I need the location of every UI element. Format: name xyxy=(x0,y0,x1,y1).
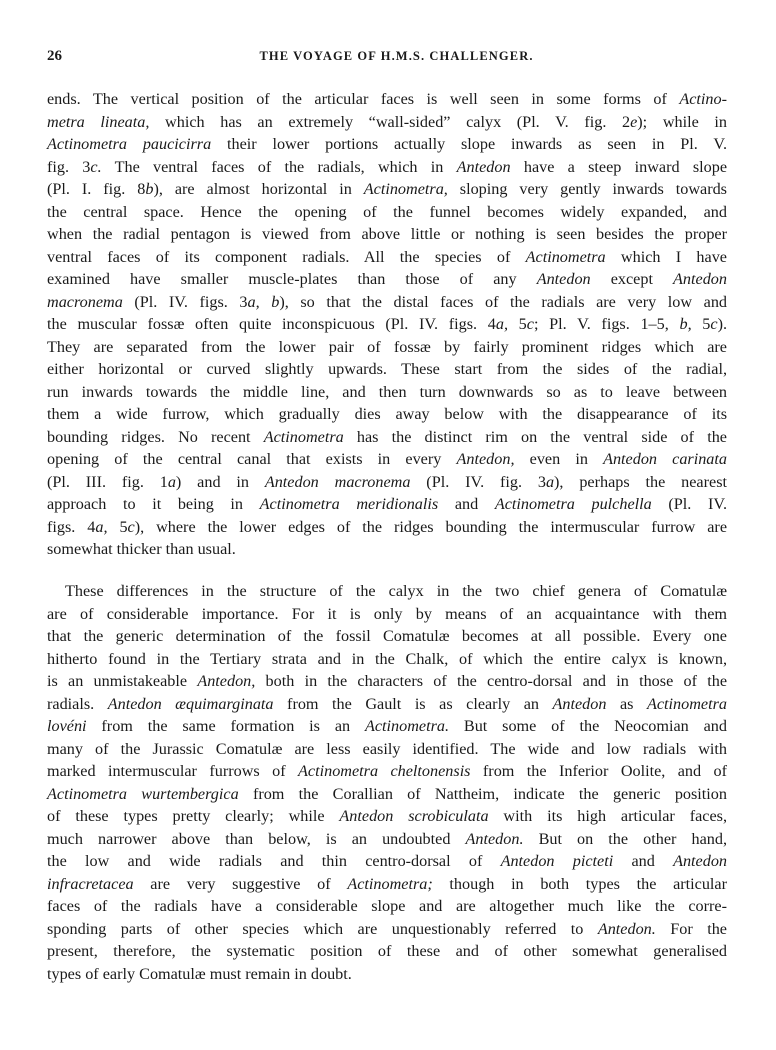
text-run: (Pl. IV. xyxy=(651,495,727,513)
text-line xyxy=(47,603,727,626)
italic-run: lovéni xyxy=(47,717,87,735)
text-line xyxy=(47,88,727,111)
text-run: 5 xyxy=(691,315,711,333)
italic-run: Actinometra paucicirra xyxy=(47,135,212,153)
italic-run: Antedon scrobiculata xyxy=(339,807,489,825)
text-run: approach to it being in xyxy=(47,495,260,513)
text-run: have a steep inward slope xyxy=(510,157,728,176)
text-line xyxy=(47,268,727,291)
italic-run: Actinometra xyxy=(525,247,606,266)
text-line xyxy=(47,715,727,738)
text-run: and xyxy=(613,852,674,870)
italic-run: c xyxy=(526,315,534,333)
italic-run: a, b xyxy=(247,292,280,311)
text-run: of these types pretty clearly; while xyxy=(47,807,340,825)
text-line xyxy=(47,336,727,359)
italic-run: Actino- xyxy=(679,90,727,108)
italic-run: a, xyxy=(95,517,108,536)
text-run: examined have smaller muscle-plates than those of any xyxy=(47,270,537,288)
text-line xyxy=(47,223,727,246)
text-run: For the xyxy=(655,919,727,938)
italic-run: a xyxy=(545,472,555,491)
text-run: These differences in the structure of the calyx in the two chief genera of Comatulæ xyxy=(65,582,727,600)
text-run: ); while in xyxy=(637,112,727,131)
text-run: (Pl. IV. fig. 3 xyxy=(410,472,546,491)
text-run: sponding parts of other species which are unquestionably referred to xyxy=(47,919,598,938)
italic-run: Antedon macronema xyxy=(264,472,411,491)
text-line xyxy=(47,381,727,404)
text-line xyxy=(47,111,727,134)
text-line xyxy=(47,448,727,471)
text-line xyxy=(47,580,727,603)
running-title: THE VOYAGE OF H.M.S. CHALLENGER. xyxy=(259,49,534,63)
text-run: run inwards towards the middle line, and then turn downwards so as to leave between xyxy=(47,382,727,401)
italic-run: Actinometra xyxy=(263,427,344,446)
italic-run: Antedon carinata xyxy=(603,450,727,468)
italic-run: Actinometra. xyxy=(364,717,450,735)
text-run: present, therefore, the systematic position of these and of other somewhat generalised xyxy=(47,942,727,960)
text-run: somewhat thicker than usual. xyxy=(47,540,236,558)
text-line xyxy=(47,693,727,716)
text-line xyxy=(47,648,727,671)
text-line xyxy=(47,246,727,269)
italic-run: Antedon picteti xyxy=(500,852,614,870)
italic-run: metra lineata, xyxy=(47,112,150,131)
text-line xyxy=(47,963,727,986)
text-run: as xyxy=(606,694,647,713)
text-run: They are separated from the lower pair of fossæ by fairly prominent ridges which are xyxy=(47,337,727,356)
text-run: and xyxy=(438,495,495,513)
text-run: marked intermuscular furrows of xyxy=(47,762,299,780)
text-run: which has an extremely “wall-sided” calyx (Pl. V. fig. 2 xyxy=(149,112,631,131)
text-run: (Pl. I. fig. 8 xyxy=(47,180,146,198)
text-run: radials. xyxy=(47,694,108,713)
text-line xyxy=(47,493,727,516)
text-line xyxy=(47,313,727,336)
text-run: ) and in xyxy=(175,472,265,491)
text-run: except xyxy=(590,270,674,288)
italic-run: Antedon xyxy=(552,694,607,713)
text-run: either horizontal or curved slightly upwards. These start from the sides of the radial, xyxy=(47,360,727,378)
italic-run: Actinometra cheltonensis xyxy=(298,762,471,780)
italic-run: c xyxy=(127,517,135,536)
text-run: their lower portions actually slope inwards as seen in Pl. V. xyxy=(211,135,727,153)
italic-run: Antedon xyxy=(456,157,511,176)
text-line xyxy=(47,873,727,896)
text-line xyxy=(47,426,727,449)
italic-run: Antedon xyxy=(536,270,591,288)
italic-run: b, xyxy=(679,315,692,333)
italic-run: Antedon, xyxy=(197,672,256,690)
text-run: the central space. Hence the opening of the funnel becomes widely expanded, and xyxy=(47,202,727,221)
text-run: 5 xyxy=(507,315,527,333)
page-header xyxy=(47,48,746,70)
italic-run: b xyxy=(145,180,154,198)
italic-run: Antedon. xyxy=(465,829,524,848)
text-run: (Pl. IV. figs. 3 xyxy=(122,292,248,311)
text-run: with its high articular faces, xyxy=(488,807,727,825)
text-run: many of the Jurassic Comatulæ are less easily identified. The wide and low radials with xyxy=(47,739,727,758)
text-line xyxy=(47,291,727,314)
text-line xyxy=(47,178,727,201)
text-run: But on the other hand, xyxy=(523,829,728,848)
text-run: from the Gault is as clearly an xyxy=(273,694,553,713)
italic-run: macronema xyxy=(47,292,123,311)
text-run: both in the characters of the centro-dorsal and in those of the xyxy=(255,672,728,690)
text-run: hitherto found in the Tertiary strata and in the Chalk, of which the entire calyx is known, xyxy=(47,649,727,668)
text-run: which I have xyxy=(605,247,727,266)
text-run: fig. 3 xyxy=(47,157,91,176)
text-run: that the generic determination of the fossil Comatulæ becomes at all possible. Every one xyxy=(47,627,727,645)
italic-run: Antedon xyxy=(673,270,727,288)
text-line xyxy=(47,738,727,761)
text-run: ), where the lower edges of the ridges bounding the intermuscular furrow are xyxy=(134,517,727,536)
text-run: sloping very gently inwards towards xyxy=(447,180,727,198)
italic-run: Antedon xyxy=(673,852,728,870)
text-run: ; Pl. V. figs. 1–5, xyxy=(533,315,680,333)
text-line xyxy=(47,403,727,426)
text-run: But some of the Neocomian and xyxy=(449,717,727,735)
text-run: has the distinct rim on the ventral side of the xyxy=(343,427,727,446)
italic-run: Antedon æquimarginata xyxy=(107,694,274,713)
text-run: the low and wide radials and thin centro-dorsal of xyxy=(47,852,501,870)
text-run: are of considerable importance. For it is only by means of an acquaintance with them xyxy=(47,604,727,623)
text-run: The ventral faces of the radials, which in xyxy=(101,157,457,176)
text-run: ends. The vertical position of the articular faces is well seen in some forms of xyxy=(47,90,680,108)
text-run: much narrower above than below, is an undoubted xyxy=(47,829,466,848)
text-run: the muscular fossæ often quite inconspicuous (Pl. IV. figs. 4 xyxy=(47,315,496,333)
italic-run: Antedon, xyxy=(456,450,515,468)
text-run: ), so that the distal faces of the radials are very low and xyxy=(279,292,728,311)
text-line xyxy=(47,625,727,648)
text-run: from the Corallian of Nattheim, indicate the generic position xyxy=(238,784,727,803)
text-run: ), are almost horizontal in xyxy=(153,180,364,198)
text-line xyxy=(47,670,727,693)
text-run: bounding ridges. No recent xyxy=(47,427,264,446)
text-line xyxy=(47,760,727,783)
text-run: when the radial pentagon is viewed from above little or nothing is seen besides the proper xyxy=(47,225,727,243)
text-line xyxy=(47,133,727,156)
text-line xyxy=(47,471,727,494)
text-run: ), perhaps the nearest xyxy=(554,472,727,491)
italic-run: Actinometra pulchella xyxy=(494,495,652,513)
paragraph-1 xyxy=(47,88,727,561)
text-line xyxy=(47,783,727,806)
page-number: 26 xyxy=(47,48,62,64)
text-run: them a wide furrow, which gradually dies away below with the disappearance of its xyxy=(47,405,727,423)
text-line xyxy=(47,940,727,963)
italic-run: c. xyxy=(90,157,102,176)
text-line xyxy=(47,850,727,873)
italic-run: Actinometra, xyxy=(363,180,448,198)
text-line xyxy=(47,358,727,381)
text-run: ). xyxy=(717,315,728,333)
italic-run: Actinometra wurtembergica xyxy=(47,784,239,803)
text-line xyxy=(47,805,727,828)
paragraph-2 xyxy=(47,580,727,985)
text-run: is an unmistakeable xyxy=(47,672,198,690)
text-run: (Pl. III. fig. 1 xyxy=(47,472,168,491)
text-run: from the same formation is an xyxy=(86,717,365,735)
italic-run: Antedon. xyxy=(597,919,656,938)
text-run: ventral faces of its component radials. All the species of xyxy=(47,247,526,266)
text-line xyxy=(47,201,727,224)
italic-run: infracretacea xyxy=(47,874,134,893)
italic-run: e xyxy=(630,112,638,131)
text-run: faces of the radials have a considerable slope and are altogether much like the corre- xyxy=(47,897,727,915)
text-line xyxy=(47,918,727,941)
text-line xyxy=(47,538,727,561)
text-run: though in both types the articular xyxy=(432,874,727,893)
text-run: even in xyxy=(514,450,604,468)
italic-run: c xyxy=(710,315,718,333)
italic-run: Actinometra; xyxy=(347,874,433,893)
italic-run: Actinometra meridionalis xyxy=(259,495,439,513)
italic-run: Actinometra xyxy=(646,694,728,713)
text-line xyxy=(47,828,727,851)
text-run: from the Inferior Oolite, and of xyxy=(470,762,728,780)
text-line xyxy=(47,895,727,918)
italic-run: a, xyxy=(495,315,508,333)
text-run: figs. 4 xyxy=(47,517,96,536)
text-run: are very suggestive of xyxy=(133,874,348,893)
text-line xyxy=(47,156,727,179)
text-line xyxy=(47,516,727,539)
text-run: types of early Comatulæ must remain in doubt. xyxy=(47,964,352,983)
text-run: opening of the central canal that exists in every xyxy=(47,450,457,468)
italic-run: a xyxy=(167,472,176,491)
text-run: 5 xyxy=(107,517,128,536)
